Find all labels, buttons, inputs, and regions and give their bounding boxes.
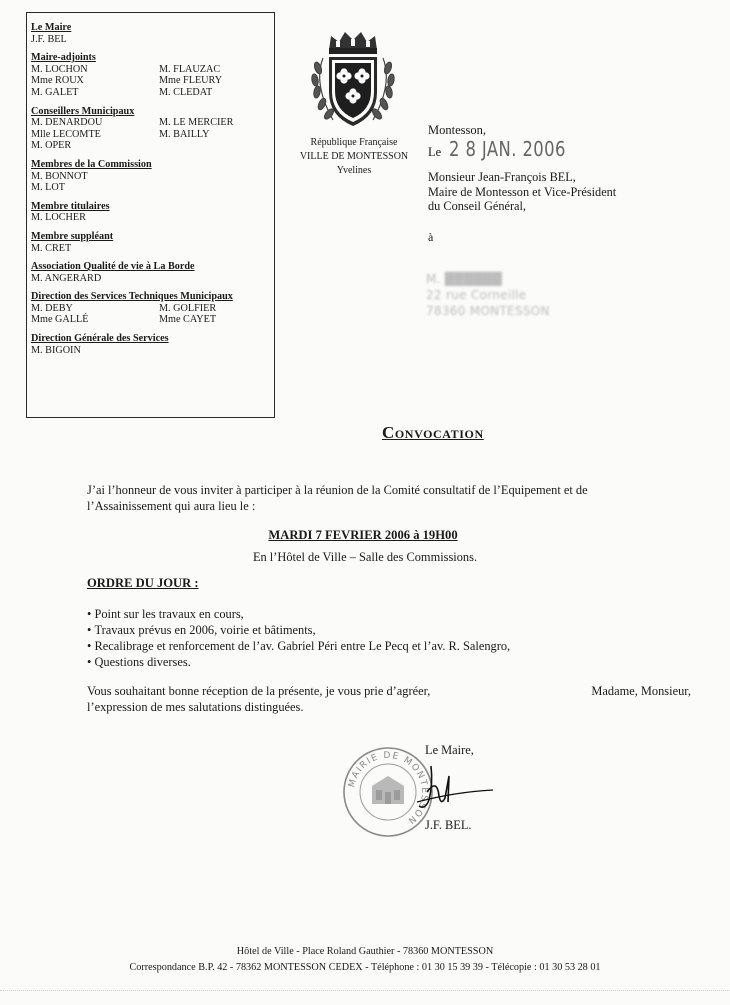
closing-line: l’expression de mes salutations distinguées.	[87, 700, 304, 714]
meeting-date	[0, 528, 730, 543]
council-member: Mme ROUX	[31, 75, 84, 87]
council-members-box	[26, 12, 275, 418]
council-member: J.F. BEL	[31, 33, 67, 45]
date-stamp: 2 8 JAN. 2006	[449, 137, 567, 161]
council-member: M. LOCHER	[31, 212, 86, 224]
council-group-title: Membre titulaires	[31, 200, 110, 212]
council-member: M. LOCHON	[31, 63, 88, 75]
council-member: M. DENARDOU	[31, 117, 103, 129]
council-group	[31, 159, 274, 194]
council-group-title: Direction des Services Techniques Municipaux	[31, 291, 233, 303]
council-member: Mlle LECOMTE	[31, 128, 101, 140]
council-member: M. GALET	[31, 86, 79, 98]
recipient-city: 78360 MONTESSON	[426, 304, 550, 318]
council-group-title: Membre suppléant	[31, 230, 114, 242]
council-group	[31, 291, 274, 326]
council-member: M. BIGOIN	[31, 344, 81, 356]
city-name: VILLE DE MONTESSON	[299, 151, 409, 162]
council-member-row	[31, 212, 274, 224]
council-member-row	[31, 117, 274, 129]
council-group	[31, 333, 274, 356]
signer-title: Le Maire,	[425, 743, 474, 757]
council-member-row	[31, 243, 274, 255]
council-group	[31, 231, 274, 254]
intro-line: l’Assainissement qui aura lieu le :	[87, 499, 256, 513]
agenda-item: • Questions diverses.	[87, 654, 510, 670]
council-member-row	[31, 182, 274, 194]
council-member-row	[31, 140, 274, 152]
sender-line: Maire de Montesson et Vice-Président	[428, 184, 617, 199]
council-member: M. DEBY	[31, 302, 73, 314]
page-edge-divider	[0, 990, 730, 992]
date-prefix: Le	[428, 145, 442, 159]
date-line	[428, 137, 592, 161]
council-member: M. GOLFIER	[159, 302, 217, 314]
seal-text: MAIRIE DE MONTESSON	[347, 750, 430, 827]
council-group-title: Maire-adjoints	[31, 52, 96, 64]
council-member-row	[31, 75, 274, 87]
council-group	[31, 52, 274, 98]
sender-line: Monsieur Jean-François BEL,	[428, 170, 576, 184]
council-group	[31, 22, 274, 45]
intro-line: J’ai l’honneur de vous inviter à participer à la réunion de la Comité consultatif de l’Equipement et de	[87, 483, 588, 497]
closing-salutation: Madame, Monsieur,	[591, 684, 691, 698]
handwritten-signature	[415, 762, 495, 820]
council-member-row	[31, 303, 274, 315]
council-member: M. CRET	[31, 242, 72, 254]
agenda-item: • Point sur les travaux en cours,	[87, 606, 510, 622]
council-group-title: Membres de la Commission	[31, 158, 152, 170]
council-member-row	[31, 87, 274, 99]
agenda-title: ORDRE DU JOUR :	[87, 576, 199, 590]
council-group-title: Le Maire	[31, 22, 72, 33]
council-member: Mme FLEURY	[159, 75, 223, 87]
council-group-title: Direction Générale des Services	[31, 333, 169, 345]
footer-address: Hôtel de Ville - Place Roland Gauthier - 78360 MONTESSON	[236, 946, 494, 957]
closing-text: Vous souhaitant bonne réception de la présente, je vous prie d’agréer,	[87, 684, 431, 698]
agenda-list	[87, 606, 510, 670]
sender-line: du Conseil Général,	[428, 199, 527, 213]
recipient-name: M. ██████	[426, 272, 503, 286]
council-member: M. OPER	[31, 140, 72, 152]
council-member-row	[31, 314, 274, 326]
sender-block	[428, 170, 616, 214]
council-member: M. BAILLY	[159, 128, 210, 140]
council-group	[31, 201, 274, 224]
signer-name: J.F. BEL.	[425, 818, 472, 832]
place-name: Montesson,	[428, 123, 486, 137]
council-member: M. LOT	[31, 182, 65, 194]
council-member-row	[31, 171, 274, 183]
recipient-address	[426, 271, 550, 319]
closing-paragraph	[87, 683, 691, 715]
footer-contact: Correspondance B.P. 42 - 78362 MONTESSON CEDEX - Téléphone : 01 30 15 39 39 - Télécopie : 01 30 53 28 01	[129, 962, 601, 973]
closing-line	[87, 683, 691, 699]
council-member-row	[31, 34, 274, 46]
republic-label: République Française	[310, 137, 398, 148]
council-member-row	[31, 64, 274, 76]
council-member: M. CLEDAT	[159, 86, 213, 98]
department-name: Yvelines	[336, 165, 372, 176]
agenda-item: • Recalibrage et renforcement de l’av. Gabriel Péri entre Le Pecq et l’av. R. Salengro,	[87, 638, 510, 654]
document-title: Convocation	[382, 423, 484, 442]
to-label: à	[428, 230, 434, 244]
council-member: M. FLAUZAC	[159, 63, 221, 75]
coat-of-arms-icon	[303, 24, 403, 134]
council-member: M. LE MERCIER	[159, 117, 234, 129]
meeting-location: En l’Hôtel de Ville – Salle des Commissions.	[252, 550, 478, 564]
intro-paragraph	[87, 482, 689, 514]
council-group	[31, 261, 274, 284]
recipient-street: 22 rue Corneille	[426, 288, 527, 302]
council-member: Mme GALLÉ	[31, 314, 89, 326]
city-identity	[284, 136, 424, 178]
council-group	[31, 106, 274, 152]
council-member-row	[31, 129, 274, 141]
council-member-row	[31, 273, 274, 285]
council-member: M. BONNOT	[31, 170, 88, 182]
agenda-item: • Travaux prévus en 2006, voirie et bâtiments,	[87, 622, 510, 638]
council-group-title: Association Qualité de vie à La Borde	[31, 261, 195, 273]
council-group-title: Conseillers Municipaux	[31, 105, 135, 117]
council-member: Mme CAYET	[159, 314, 217, 326]
council-member-row	[31, 345, 274, 357]
meeting-date-text: MARDI 7 FEVRIER 2006 à 19H00	[268, 528, 458, 542]
council-member: M. ANGERARD	[31, 272, 102, 284]
